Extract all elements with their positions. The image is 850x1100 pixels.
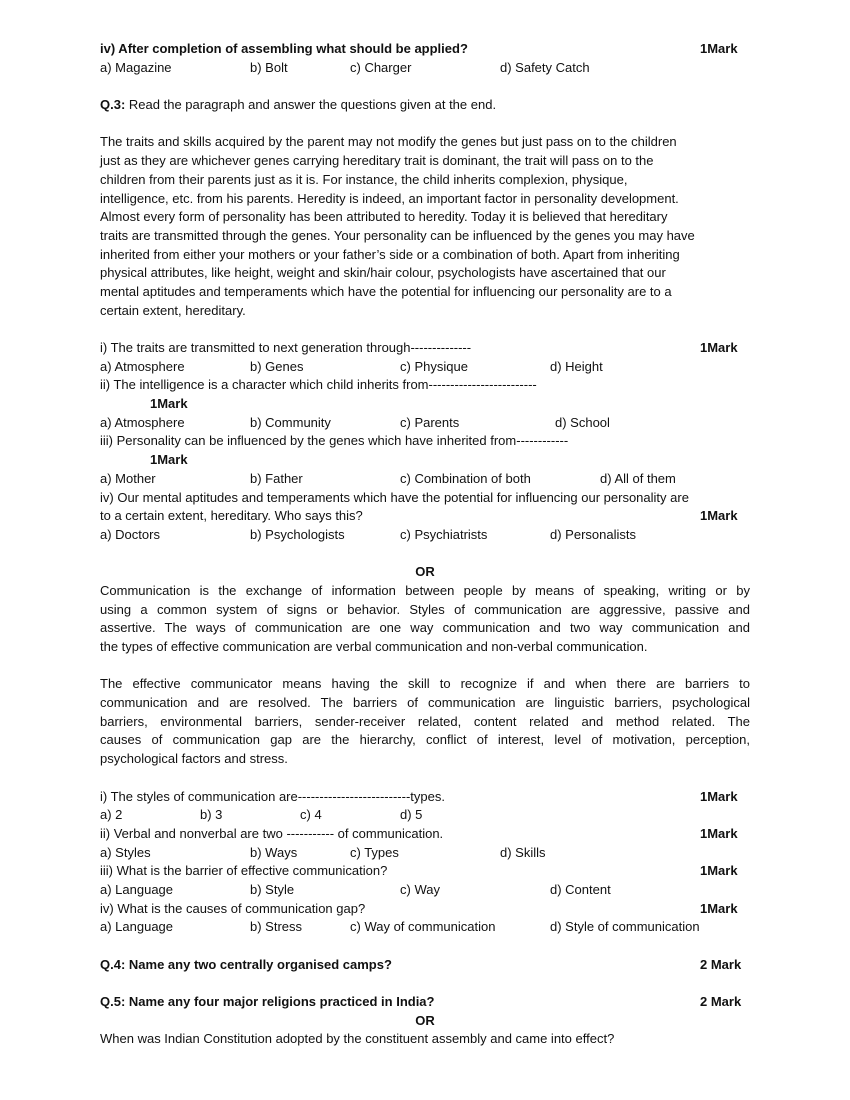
option-c: c) 4 xyxy=(300,807,322,823)
option-b: b) Community xyxy=(250,414,331,430)
question-q2-iv xyxy=(100,40,750,59)
option-d: d) All of them xyxy=(600,470,676,486)
q5-label: Q.5: xyxy=(100,994,126,1010)
communication-paragraph-1 xyxy=(100,582,750,657)
paragraph-line: mental aptitudes and temperaments which have the potential for influencing our personality are to a xyxy=(100,283,672,299)
question-comm-ii xyxy=(100,825,750,844)
paragraph-line: children from their parents just as it is. For instance, the child inherits complexion, physique, xyxy=(100,171,628,187)
option-a: a) Language xyxy=(100,881,174,897)
q4-label: Q.4: xyxy=(100,956,126,972)
mark-label: 1Mark xyxy=(700,788,738,804)
question-q4 xyxy=(100,956,750,975)
option-d: d) Personalists xyxy=(550,526,636,542)
question-text: ii) The intelligence is a character which child inherits from------------------------- xyxy=(100,377,537,393)
option-b: b) Psychologists xyxy=(250,526,345,542)
paragraph-line: The traits and skills acquired by the parent may not modify the genes but just pass on to the children xyxy=(100,134,677,150)
option-d: d) Content xyxy=(550,881,611,897)
q4-text: Name any two centrally organised camps? xyxy=(125,956,392,972)
question-text: i) The traits are transmitted to next generation through-------------- xyxy=(100,340,472,355)
question-text: to a certain extent, hereditary. Who says this? xyxy=(100,508,363,524)
paragraph-line: The effective communicator means having the skill to recognize if and when there are barriers to xyxy=(100,676,750,692)
option-b: b) 3 xyxy=(200,807,223,823)
option-b: b) Bolt xyxy=(250,59,288,75)
option-a: a) Styles xyxy=(100,844,151,860)
option-b: b) Stress xyxy=(250,919,303,935)
option-b: b) Genes xyxy=(250,358,304,374)
option-d: d) 5 xyxy=(400,807,423,823)
mark-label: 1Mark xyxy=(150,452,188,468)
question-q3-ii xyxy=(100,376,750,395)
question-text: iv) What is the causes of communication gap? xyxy=(100,900,366,916)
option-b: b) Ways xyxy=(250,844,298,860)
question-text: iii) What is the barrier of effective communication? xyxy=(100,863,388,879)
mark-row xyxy=(100,451,750,470)
option-a: a) Atmosphere xyxy=(100,414,185,430)
q3-label: Q.3: xyxy=(100,97,126,113)
heredity-paragraph xyxy=(100,133,750,320)
option-a: a) Mother xyxy=(100,470,156,486)
paragraph-line: physical attributes, like height, weight and skin/hair colour, psychologists have ascertained that our xyxy=(100,265,666,281)
mark-label: 1Mark xyxy=(700,508,738,524)
option-c: c) Charger xyxy=(350,59,412,75)
paragraph-line: inherited from either your mothers or your father’s side or a combination of both. Apart from inheriting xyxy=(100,246,680,262)
paragraph-line: certain extent, hereditary. xyxy=(100,302,246,318)
option-d: d) Safety Catch xyxy=(500,59,590,75)
options-row xyxy=(100,358,750,377)
question-comm-iv xyxy=(100,900,750,919)
paragraph-line: just as they are whichever genes carrying hereditary trait is dominant, the trait will pass on to the xyxy=(100,153,654,169)
options-row xyxy=(100,806,750,825)
option-a: a) Doctors xyxy=(100,526,160,542)
question-q5 xyxy=(100,993,750,1012)
option-b: b) Style xyxy=(250,881,295,897)
mark-row xyxy=(100,395,750,414)
question-q3-iii xyxy=(100,432,750,451)
paragraph-line: causes of communication gap are the hierarchy, conflict of interest, level of motivation, perception, xyxy=(100,732,750,748)
question-q5-alt: When was Indian Constitution adopted by the constituent assembly and came into effect? xyxy=(100,1031,615,1047)
options-row xyxy=(100,414,750,433)
paragraph-line: intelligence, etc. from his parents. Heredity is indeed, an important factor in personality development. xyxy=(100,190,679,206)
option-b: b) Father xyxy=(250,470,303,486)
question-text: iv) After completion of assembling what should be applied? xyxy=(100,41,468,56)
paragraph-line: the types of effective communication are verbal communication and non-verbal communication. xyxy=(100,639,648,654)
options-row xyxy=(100,59,750,78)
option-c: c) Combination of both xyxy=(400,470,531,486)
option-a: a) Magazine xyxy=(100,59,172,75)
option-d: d) Height xyxy=(550,358,603,374)
paragraph-line: communication and are resolved. The barriers of communication are linguistic barriers, psychological xyxy=(100,695,750,711)
question-q3-iv-cont xyxy=(100,507,750,526)
option-a: a) Atmosphere xyxy=(100,358,185,374)
paragraph-line: using a common system of signs or behavior. Styles of communication are aggressive, passive and xyxy=(100,601,750,617)
options-row xyxy=(100,881,750,900)
options-row xyxy=(100,918,750,937)
options-row xyxy=(100,526,750,545)
communication-paragraph-2 xyxy=(100,675,750,768)
question-text: iv) Our mental aptitudes and temperaments which have the potential for influencing our personality are xyxy=(100,489,689,505)
q3-heading xyxy=(100,96,750,115)
paragraph-line: Communication is the exchange of information between people by means of speaking, writing or by xyxy=(100,582,750,598)
option-a: a) 2 xyxy=(100,807,123,823)
mark-label: 2 Mark xyxy=(700,956,742,972)
paragraph-line: assertive. The ways of communication are one way communication and two way communication and xyxy=(100,620,750,636)
option-c: c) Parents xyxy=(400,414,460,430)
option-c: c) Psychiatrists xyxy=(400,526,488,542)
q5-text: Name any four major religions practiced in India? xyxy=(125,994,435,1010)
or-divider: OR xyxy=(415,564,435,580)
q3-instruction: Read the paragraph and answer the questions given at the end. xyxy=(125,97,497,113)
option-c: c) Types xyxy=(350,844,399,860)
option-c: c) Physique xyxy=(400,358,468,374)
option-d: d) School xyxy=(555,414,610,430)
option-d: d) Style of communication xyxy=(550,919,700,935)
or-divider: OR xyxy=(415,1012,435,1028)
question-text: iii) Personality can be influenced by the genes which have inherited from------------ xyxy=(100,433,569,449)
option-a: a) Language xyxy=(100,919,174,935)
question-comm-iii xyxy=(100,862,750,881)
question-q3-iv xyxy=(100,489,750,508)
mark-label: 1Mark xyxy=(700,340,738,355)
mark-label: 1Mark xyxy=(700,900,738,916)
question-q3-i xyxy=(100,339,750,358)
exam-page xyxy=(100,40,750,1049)
paragraph-line: barriers, environmental barriers, sender-receiver related, content related and method related. The xyxy=(100,713,750,729)
options-row xyxy=(100,470,750,489)
question-text: i) The styles of communication are--------------------------types. xyxy=(100,788,445,804)
question-comm-i xyxy=(100,788,750,807)
option-c: c) Way xyxy=(400,881,440,897)
mark-label: 1Mark xyxy=(150,396,188,412)
options-row xyxy=(100,844,750,863)
mark-label: 2 Mark xyxy=(700,994,742,1010)
mark-label: 1Mark xyxy=(700,863,738,879)
option-d: d) Skills xyxy=(500,844,546,860)
question-text: ii) Verbal and nonverbal are two ----------- of communication. xyxy=(100,825,444,841)
option-c: c) Way of communication xyxy=(350,919,496,935)
mark-label: 1Mark xyxy=(700,825,738,841)
mark-label: 1Mark xyxy=(700,41,738,56)
paragraph-line: Almost every form of personality has been attributed to heredity. Today it is believed that hereditary xyxy=(100,209,668,225)
paragraph-line: psychological factors and stress. xyxy=(100,751,288,767)
paragraph-line: traits are transmitted through the genes. Your personality can be influenced by the genes you may have xyxy=(100,227,695,243)
